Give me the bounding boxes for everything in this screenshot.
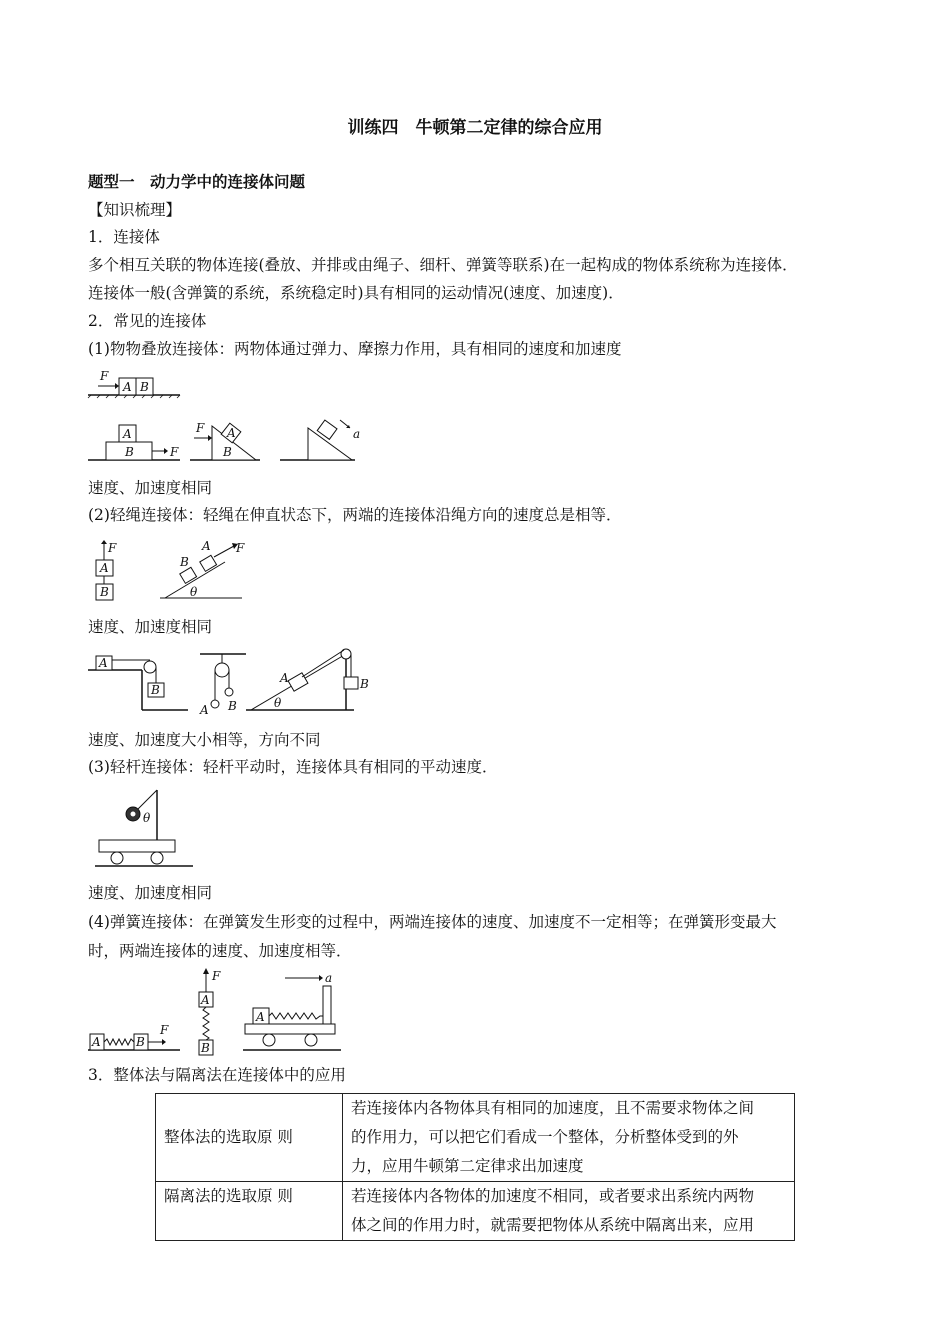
- block-label: B: [201, 1041, 210, 1055]
- block-label: B: [180, 555, 189, 569]
- angle-label: θ: [190, 585, 198, 599]
- heading-common-types: 2．常见的连接体: [88, 312, 207, 330]
- block-label: B: [136, 1035, 145, 1049]
- figure-hanging-pulley: [198, 652, 253, 716]
- caption: 速度、加速度相同: [88, 479, 213, 497]
- figure-side-by-side-blocks: [88, 368, 188, 398]
- block-label: A: [200, 703, 209, 717]
- force-label: F: [100, 369, 109, 383]
- force-label: F: [160, 1023, 169, 1037]
- block-label: B: [100, 585, 109, 599]
- table-cell-line: 体之间的作用力时，就需要把物体从系统中隔离出来，应用: [351, 1216, 755, 1234]
- figure-stacked-blocks: [88, 420, 188, 462]
- table-row: [156, 1094, 795, 1182]
- force-label: F: [108, 541, 117, 555]
- section-heading: 题型一 动力学中的连接体问题: [88, 172, 306, 191]
- block-label: A: [123, 427, 132, 441]
- knowledge-tag: 【知识梳理】: [88, 201, 182, 219]
- figure-incline-block: [280, 418, 370, 462]
- block-label: A: [123, 380, 132, 394]
- block-label: B: [228, 699, 237, 713]
- figure-rod-cart: [95, 782, 195, 868]
- subheading-stacked: (1)物物叠放连接体：两物体通过弹力、摩擦力作用，具有相同的速度和加速度: [88, 340, 622, 358]
- table-cell-key: 隔离法的选取原 则: [156, 1182, 343, 1241]
- block-label: A: [280, 671, 289, 685]
- figure-incline-pulley: [246, 644, 371, 712]
- heading-whole-isolation: 3．整体法与隔离法在连接体中的应用: [88, 1066, 346, 1084]
- force-label: F: [236, 541, 245, 555]
- figure-rope-vertical: [88, 540, 128, 602]
- block-label: B: [140, 380, 149, 394]
- block-label: A: [92, 1035, 101, 1049]
- caption: 速度、加速度大小相等，方向不同: [88, 731, 321, 749]
- block-label: B: [360, 677, 369, 691]
- block-label: A: [227, 426, 236, 440]
- block-label: B: [151, 683, 160, 697]
- table-cell-key: 整体法的选取原 则: [156, 1094, 343, 1182]
- table-cell-value: [343, 1094, 795, 1182]
- table-cell-line: 力，应用牛顿第二定律求出加速度: [351, 1157, 584, 1175]
- paragraph-line: 时，两端连接体的速度、加速度相等．: [88, 942, 352, 960]
- block-label: A: [100, 561, 109, 575]
- force-label: F: [196, 421, 205, 435]
- figure-wedge-block: [190, 418, 265, 462]
- table-cell-value: [343, 1182, 795, 1241]
- page-title: 训练四 牛顿第二定律的综合应用: [347, 118, 603, 138]
- figure-rope-incline: [160, 540, 245, 600]
- angle-label: θ: [143, 811, 151, 825]
- block-label: A: [256, 1010, 265, 1024]
- table-cell-line: 若连接体内各物体的加速度不相同，或者要求出系统内两物: [351, 1187, 755, 1205]
- acceleration-label: a: [325, 971, 333, 985]
- block-label: A: [99, 656, 108, 670]
- force-label: F: [170, 445, 179, 459]
- figure-spring-horizontal: [88, 1024, 188, 1054]
- caption: 速度、加速度相同: [88, 884, 213, 902]
- force-label: F: [212, 969, 221, 983]
- table-cell-line: 若连接体内各物体具有相同的加速度，且不需要求物体之间: [351, 1099, 755, 1117]
- subheading-rod: (3)轻杆连接体：轻杆平动时，连接体具有相同的平动速度．: [88, 758, 498, 776]
- figure-table-pulley: [88, 652, 193, 714]
- subheading-spring: (4)弹簧连接体：在弹簧发生形变的过程中，两端连接体的速度、加速度不一定相等；在弹簧形变最大: [88, 913, 777, 931]
- table-cell-line: 的作用力，可以把它们看成一个整体，分析整体受到的外: [351, 1128, 739, 1146]
- figure-spring-vertical: [196, 968, 226, 1056]
- paragraph-line: 多个相互关联的物体连接(叠放、并排或由绳子、细杆、弹簧等联系)在一起构成的物体系统称为连接体．: [88, 256, 798, 274]
- paragraph-line: 连接体一般(含弹簧的系统，系统稳定时)具有相同的运动情况(速度、加速度)．: [88, 284, 624, 302]
- block-label: B: [223, 445, 232, 459]
- block-label: B: [125, 445, 134, 459]
- angle-label: θ: [274, 696, 282, 710]
- block-label: A: [202, 539, 211, 553]
- method-table: [155, 1093, 795, 1241]
- heading-connected-body: 1．连接体: [88, 228, 160, 246]
- figure-spring-cart: [243, 968, 343, 1052]
- subheading-rope: (2)轻绳连接体：轻绳在伸直状态下，两端的连接体沿绳方向的速度总是相等．: [88, 506, 622, 524]
- caption: 速度、加速度相同: [88, 618, 213, 636]
- acceleration-label: a: [353, 427, 361, 441]
- block-label: A: [201, 993, 210, 1007]
- table-row: [156, 1182, 795, 1241]
